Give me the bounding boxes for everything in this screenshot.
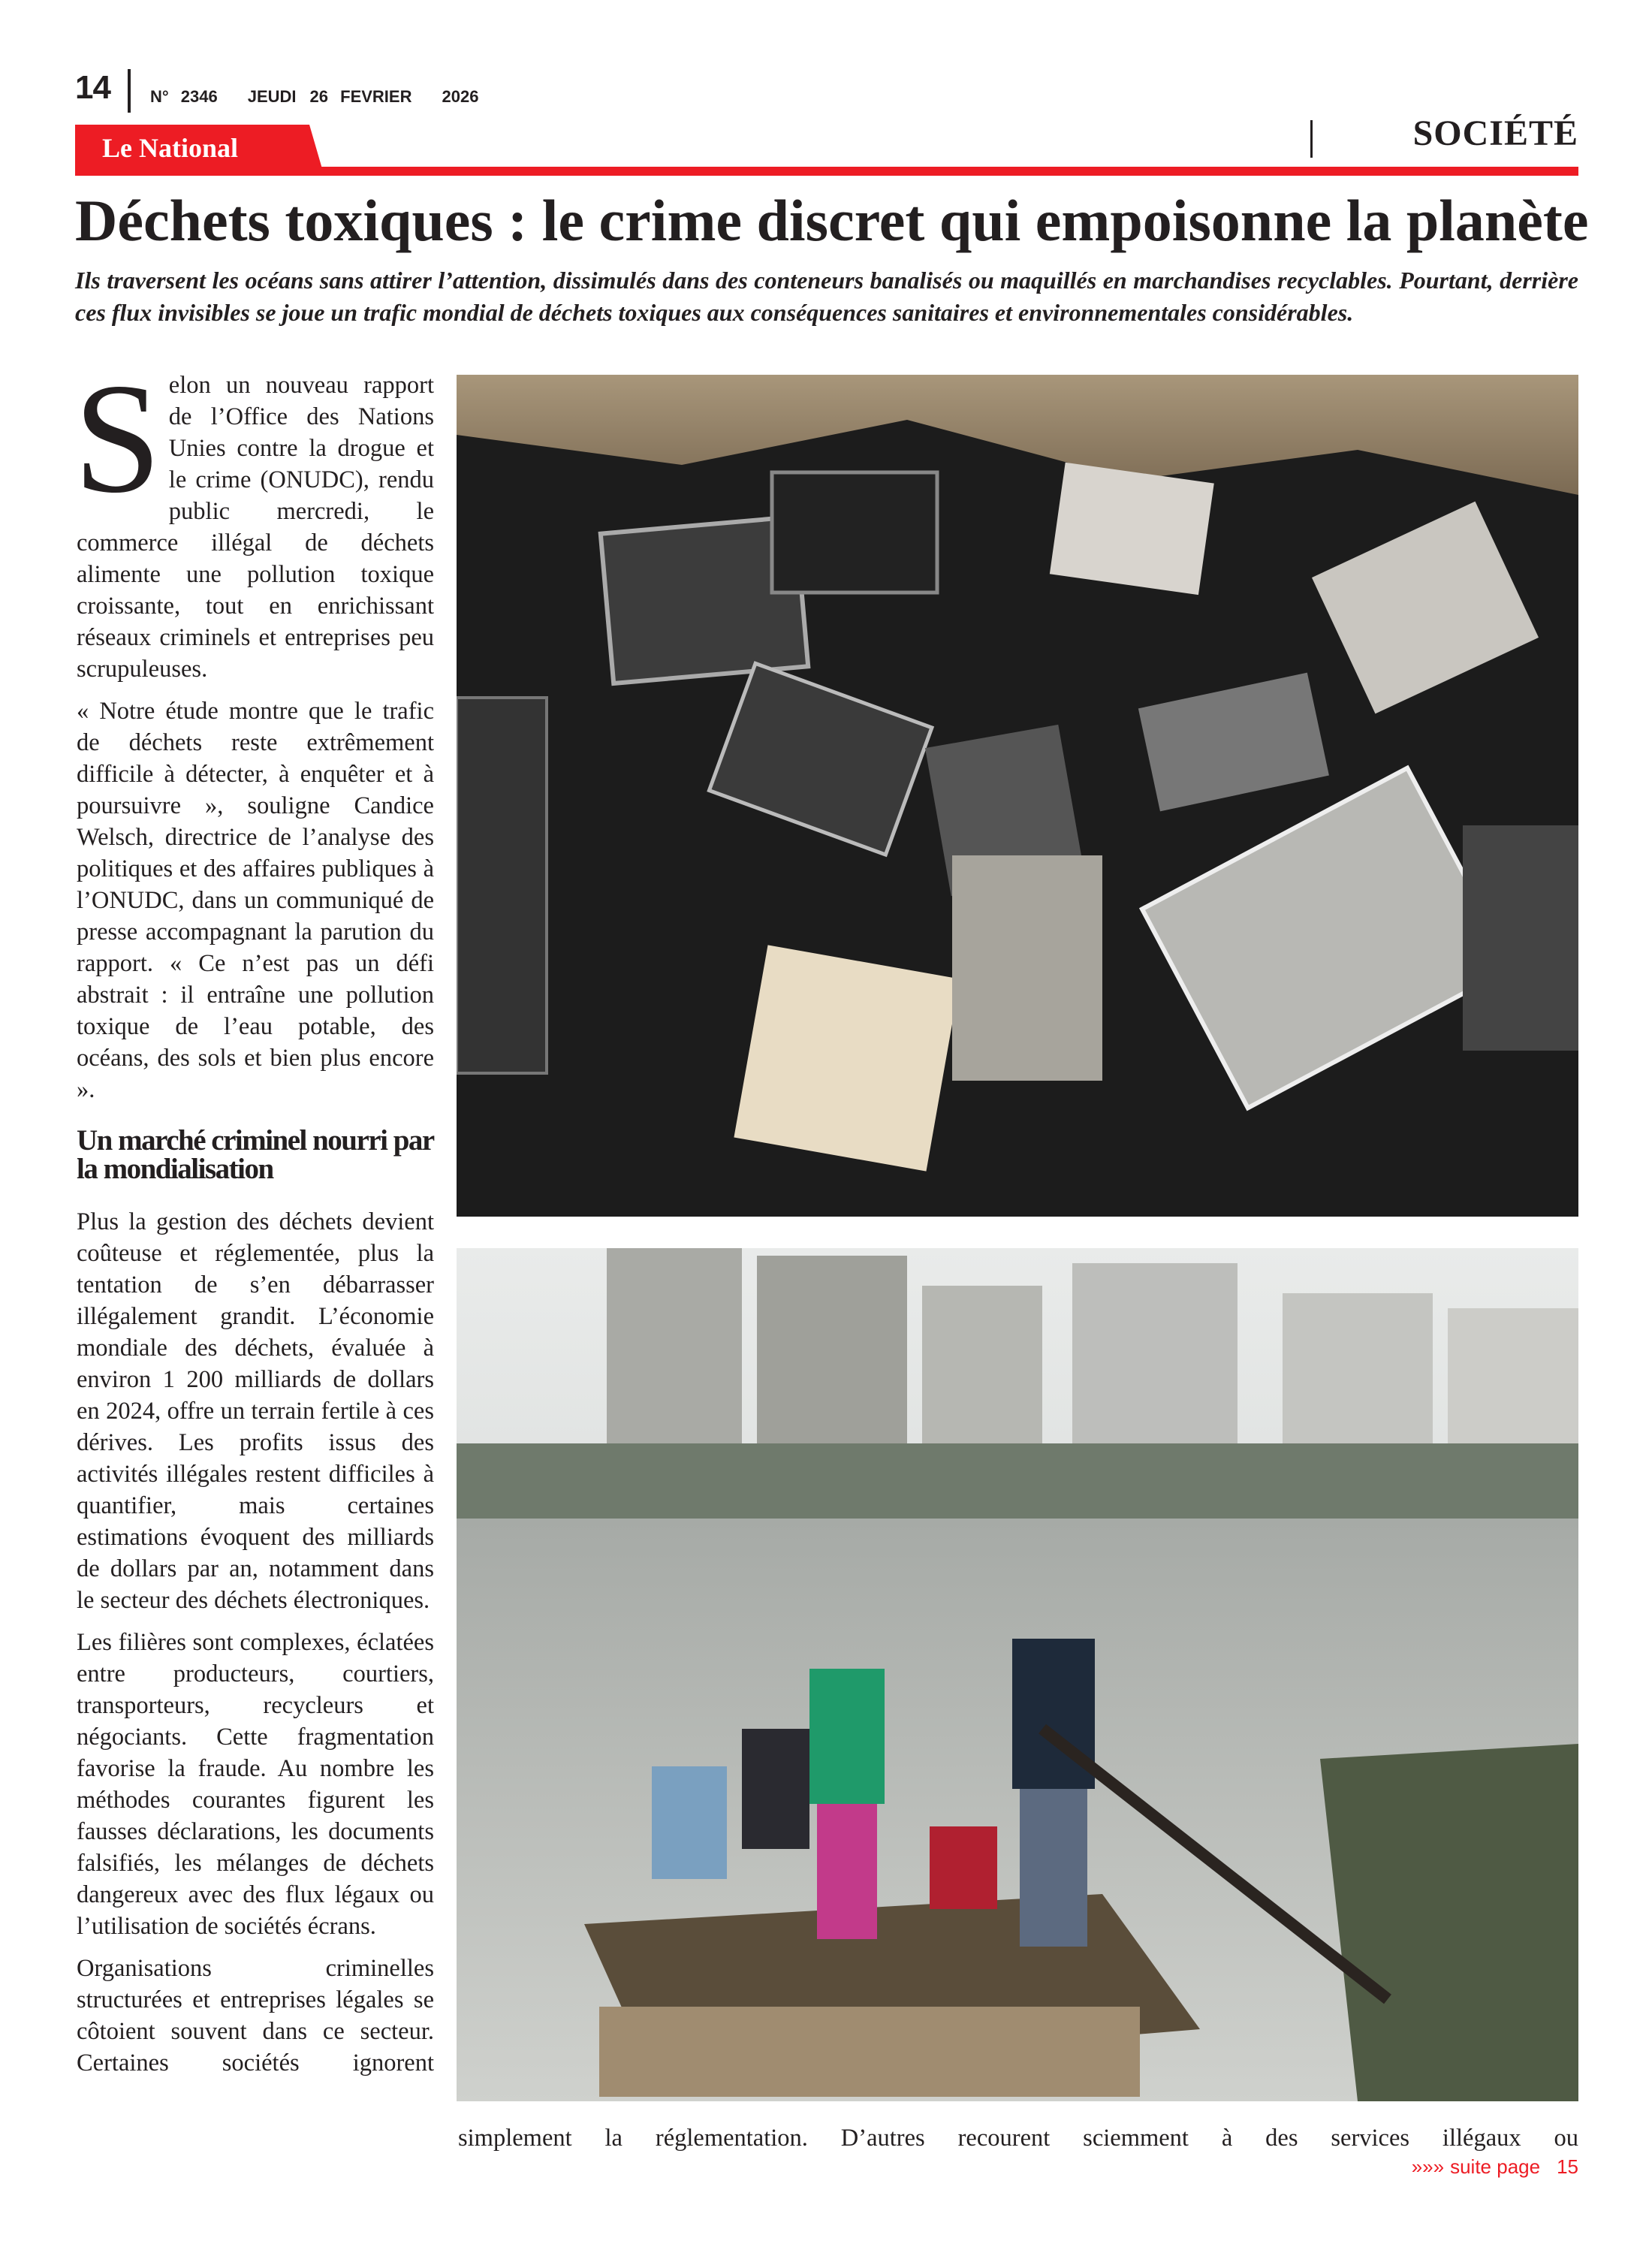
issue-day: JEUDI [247, 87, 297, 106]
folio-divider [128, 69, 131, 113]
paragraph-1 [74, 351, 434, 685]
issue-year: 2026 [442, 87, 479, 106]
subheading: Un marché criminel nourri par la mondialisation [77, 1124, 434, 1185]
article-deck: Ils traversent les océans sans attirer l’attention, dissimulés dans des conteneurs banalisés ou maquillés en marchandises recyclables. Pourtant, derrière ces flux invisibles se joue un trafic mondial de déchets toxiques aux conséquences sanitaires et environnementales considérables. [75, 267, 1578, 326]
paragraph-1-text: elon un nouveau rapport de l’Office des Nations Unies contre la drogue et le crime (ONUDC), rendu public mercredi, le commerce illégal de déchets alimente une pollution toxique croissante, tout en enrichissant réseaux criminels et entreprises peu scrupuleuses. [77, 372, 434, 683]
paragraph-3: Plus la gestion des déchets devient coûteuse et réglementée, plus la tentation de s’en débarrasser illégalement grandit. L’économie mondiale des déchets, évaluée à environ 1 200 milliards de dollars en 2024, offre un terrain fertile à ces dérives. Les profits issus des activités illégales restent difficiles à quantifier, mais certaines estimations évoquent des milliards de dollars par an, notamment dans le secteur des déchets électroniques. [77, 1208, 434, 1614]
article-body-column [74, 351, 434, 2089]
jump-text: suite page [1450, 2155, 1541, 2178]
section-label: SOCIÉTÉ [1412, 113, 1578, 153]
photo-ewaste-pile [457, 375, 1578, 1217]
issue-info [150, 87, 508, 107]
brand-logo: Le National [102, 133, 239, 163]
issue-number: N° 2346 [150, 87, 218, 106]
issue-date: 26 FEVRIER [309, 87, 412, 106]
paragraph-5: Organisations criminelles structurées et entreprises légales se côtoient souvent dans ce secteur. Certaines sociétés ignorent [77, 1955, 434, 2077]
article-title: Déchets toxiques : le crime discret qui empoisonne la planète [75, 188, 1589, 253]
jump-arrows-icon: »»» [1411, 2155, 1445, 2178]
page-number: 14 [75, 69, 110, 106]
jump-link[interactable] [1406, 2155, 1578, 2179]
continuation-line: simplement la réglementation. D’autres recourent sciemment à des services illégaux ou [458, 2125, 1578, 2152]
jump-page: 15 [1557, 2155, 1578, 2178]
paragraph-2: « Notre étude montre que le trafic de déchets reste extrêmement difficile à détecter, à enquêter et à poursuivre », souligne Candice Welsch, directrice de l’analyse des politiques et des affaires publiques à l’ONUDC, dans un communiqué de presse accompagnant la parution du rapport. « Ce n’est pas un défi abstrait : il entraîne une pollution toxique de l’eau potable, des océans, des sols et bien plus encore ». [77, 698, 434, 1103]
drop-cap: S [74, 351, 161, 526]
header-rule [75, 167, 1578, 176]
photo-children-on-raft [457, 1248, 1578, 2101]
section-divider [1310, 120, 1313, 158]
paragraph-4: Les filières sont complexes, éclatées entre producteurs, courtiers, transporteurs, recycleurs et négociants. Cette fragmentation favorise la fraude. Au nombre les méthodes courantes figurent les fausses déclarations, les documents falsifiés, les mélanges de déchets dangereux avec des flux légaux ou l’utilisation de sociétés écrans. [77, 1629, 434, 1940]
